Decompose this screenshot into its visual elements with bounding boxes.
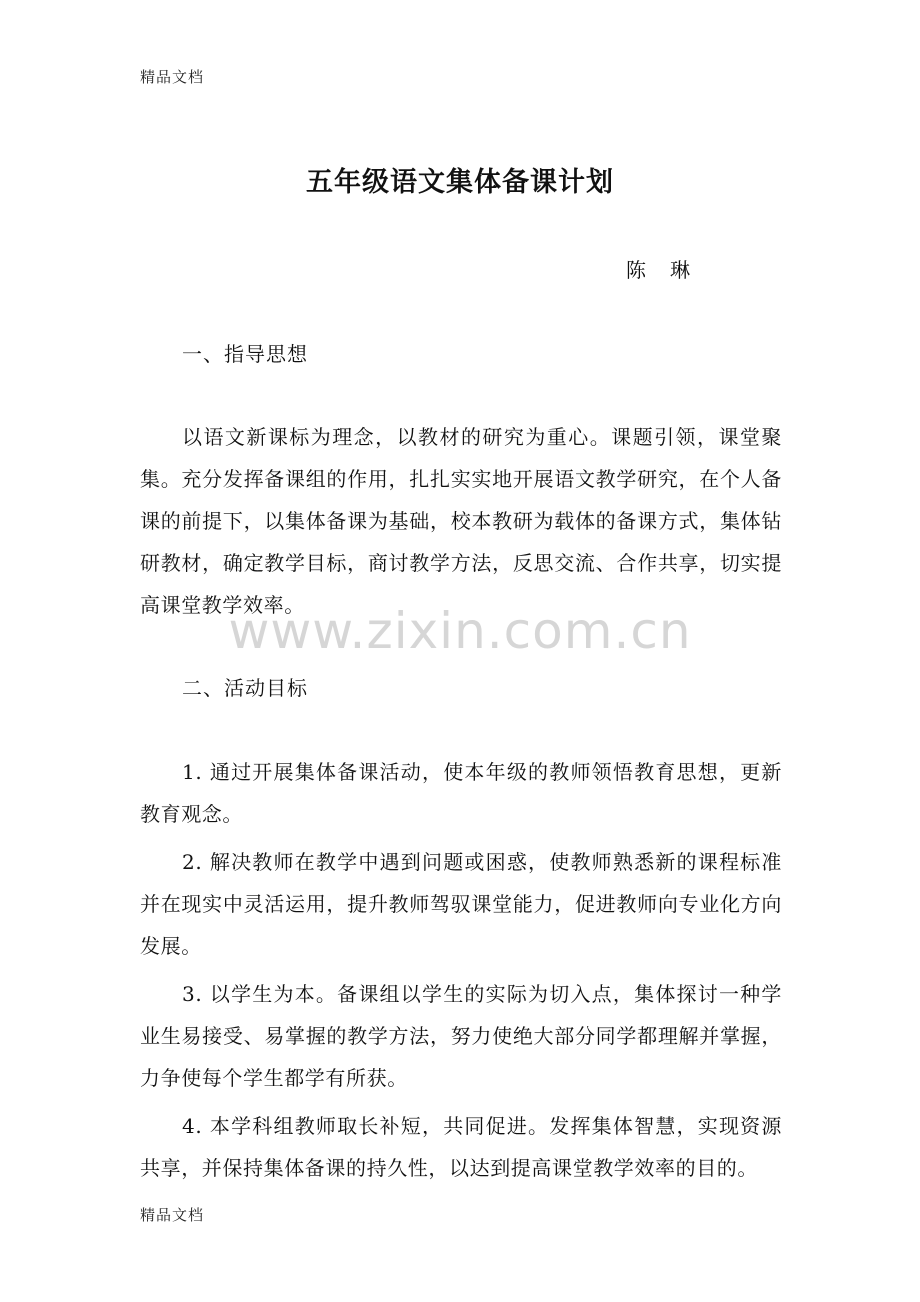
goal-item-3: 3. 以学生为本。备课组以学生的实际为切入点，集体探讨一种学业生易接受、易掌握的教学方法，努力使绝大部分同学都理解并掌握，力争使每个学生都学有所获。: [140, 982, 782, 1090]
section-paragraph-guiding-ideology: 以语文新课标为理念，以教材的研究为重心。课题引领，课堂聚集。充分发挥备课组的作用，扎扎实实地开展语文教学研究，在个人备课的前提下，以集体备课为基础，校本教研为载体的备课方式，集体钻研教材，确定教学目标，商讨教学方法，反思交流、合作共享，切实提高课堂教学效率。: [140, 425, 782, 617]
document-title: 五年级语文集体备课计划: [306, 167, 614, 198]
goal-list: [140, 751, 782, 1195]
goal-item-1: 1. 通过开展集体备课活动，使本年级的教师领悟教育思想，更新教育观念。: [140, 760, 782, 826]
section-heading-guiding-ideology: 一、指导思想: [182, 342, 308, 366]
watermark: www.zixin.com.cn: [228, 602, 692, 660]
section-heading-activity-goals: 二、活动目标: [182, 676, 308, 700]
goal-item-4: 4. 本学科组教师取长补短，共同促进。发挥集体智慧，实现资源共享，并保持集体备课的持久性，以达到提高课堂教学效率的目的。: [140, 1114, 782, 1180]
page-header-label: 精品文档: [140, 68, 205, 86]
document-author: 陈 琳: [626, 258, 692, 282]
page-footer-label: 精品文档: [140, 1206, 205, 1224]
goal-item-2: 2. 解决教师在教学中遇到问题或困惑，使教师熟悉新的课程标准并在现实中灵活运用，提升教师驾驭课堂能力，促进教师向专业化方向发展。: [140, 850, 782, 958]
